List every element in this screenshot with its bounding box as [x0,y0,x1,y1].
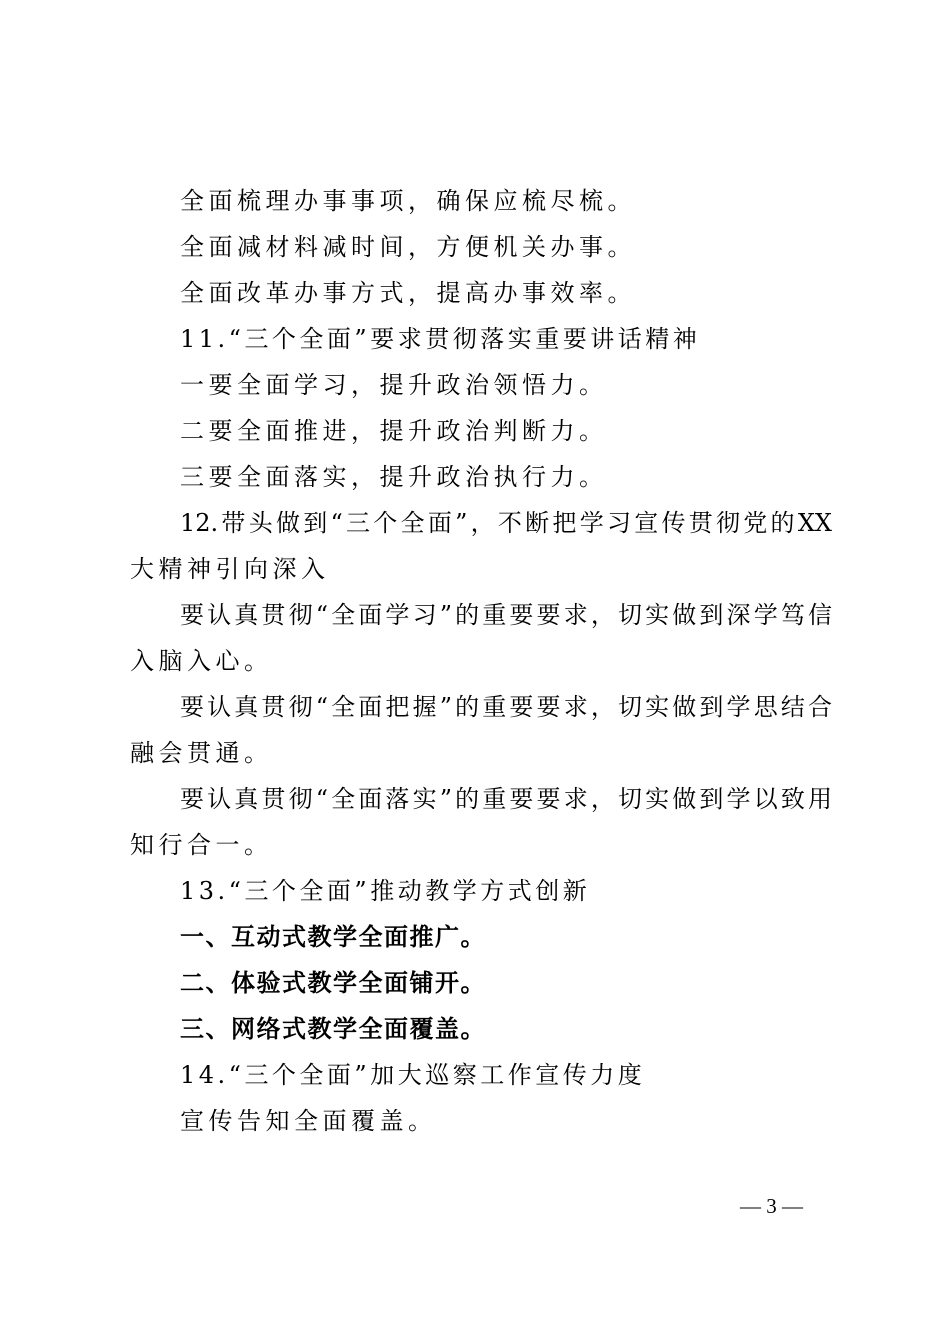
paragraph-line: 入脑入心。 [130,647,273,675]
paragraph-line: 全面减材料减时间，方便机关办事。 [180,233,636,261]
section-heading-11: 11.“三个全面”要求贯彻落实重要讲话精神 [180,325,701,353]
paragraph-line: 全面改革办事方式，提高办事效率。 [180,279,636,307]
paragraph-line: 要认真贯彻“全面学习”的重要要求，切实做到深学笃信 [180,601,832,629]
section-heading-12-continued: 大精神引向深入 [130,555,330,583]
paragraph-line: 三要全面落实，提升政治执行力。 [180,463,608,491]
paragraph-line: 要认真贯彻“全面落实”的重要要求，切实做到学以致用 [180,785,832,813]
paragraph-line: 知行合一。 [130,831,273,859]
paragraph-line: 融会贯通。 [130,739,273,767]
paragraph-line: 要认真贯彻“全面把握”的重要要求，切实做到学思结合 [180,693,832,721]
bold-item: 二、体验式教学全面铺开。 [180,969,486,997]
section-heading-13: 13.“三个全面”推动教学方式创新 [180,877,591,905]
paragraph-line: 宣传告知全面覆盖。 [180,1107,437,1135]
paragraph-line: 二要全面推进，提升政治判断力。 [180,417,608,445]
page-number: — 3 — [740,1194,803,1218]
section-heading-12: 12.带头做到“三个全面”，不断把学习宣传贯彻党的XX [180,509,832,537]
section-heading-14: 14.“三个全面”加大巡察工作宣传力度 [180,1061,646,1089]
bold-item: 一、互动式教学全面推广。 [180,923,486,951]
paragraph-line: 一要全面学习，提升政治领悟力。 [180,371,608,399]
bold-item: 三、网络式教学全面覆盖。 [180,1015,486,1043]
paragraph-line: 全面梳理办事事项，确保应梳尽梳。 [180,187,636,215]
